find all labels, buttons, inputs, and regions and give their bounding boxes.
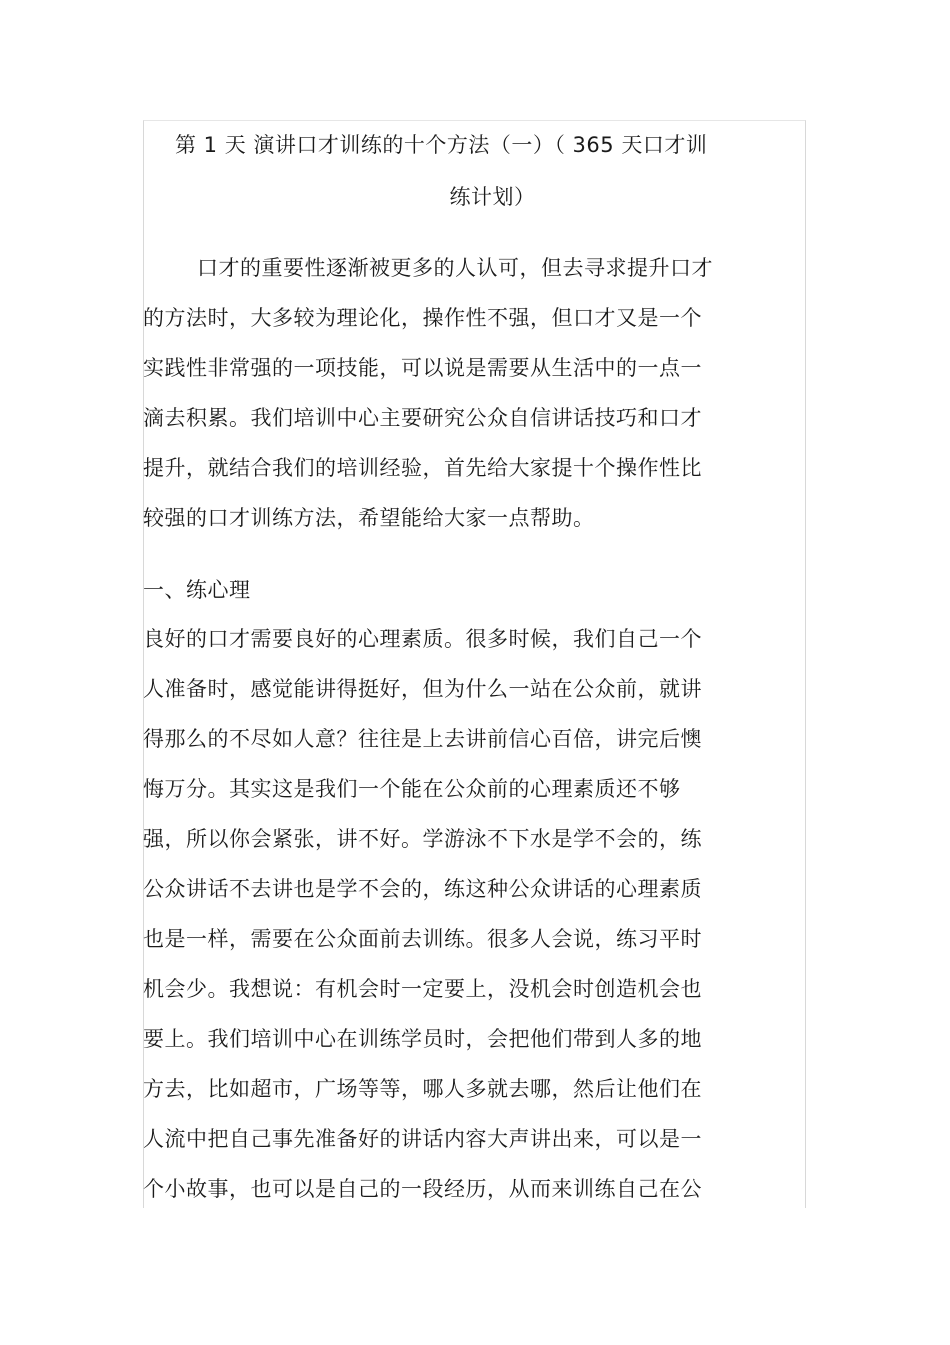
- paragraph-line: 提升，就结合我们的培训经验，首先给大家提十个操作性比: [143, 456, 702, 480]
- paragraph-line: 方去，比如超市，广场等等，哪人多就去哪，然后让他们在: [143, 1077, 702, 1101]
- paragraph-line: 的方法时，大多较为理论化，操作性不强，但口才又是一个: [143, 306, 702, 330]
- paragraph-line: 得那么的不尽如人意？往往是上去讲前信心百倍，讲完后懊: [143, 727, 702, 751]
- paragraph-line: 滴去积累。我们培训中心主要研究公众自信讲话技巧和口才: [143, 406, 702, 430]
- paragraph-line: 机会少。我想说：有机会时一定要上，没机会时创造机会也: [143, 977, 702, 1001]
- section-paragraph: [143, 614, 763, 1214]
- paragraph-line: 要上。我们培训中心在训练学员时，会把他们带到人多的地: [143, 1027, 702, 1051]
- paragraph-line: 良好的口才需要良好的心理素质。很多时候，我们自己一个: [143, 627, 702, 651]
- paragraph-line: 较强的口才训练方法，希望能给大家一点帮助。: [143, 506, 595, 530]
- paragraph-line: 强，所以你会紧张，讲不好。学游泳不下水是学不会的，练: [143, 827, 702, 851]
- section-heading: 一、练心理: [143, 578, 251, 602]
- paragraph-line: 公众讲话不去讲也是学不会的，练这种公众讲话的心理素质: [143, 877, 702, 901]
- paragraph-line: 实践性非常强的一项技能，可以说是需要从生活中的一点一: [143, 356, 702, 380]
- intro-paragraph: [143, 243, 763, 543]
- document-title-line-1: 第 1 天 演讲口才训练的十个方法（一）（ 365 天口才训: [175, 133, 708, 157]
- paragraph-line: 口才的重要性逐渐被更多的人认可，但去寻求提升口才: [197, 256, 713, 280]
- paragraph-line: 也是一样，需要在公众面前去训练。很多人会说，练习平时: [143, 927, 702, 951]
- paragraph-line: 人流中把自己事先准备好的讲话内容大声讲出来，可以是一: [143, 1127, 702, 1151]
- paragraph-line: 人准备时，感觉能讲得挺好，但为什么一站在公众前，就讲: [143, 677, 702, 701]
- document-title-line-2: 练计划）: [449, 185, 536, 209]
- paragraph-line: 悔万分。其实这是我们一个能在公众前的心理素质还不够: [143, 777, 681, 801]
- paragraph-line: 个小故事，也可以是自己的一段经历，从而来训练自己在公: [143, 1177, 702, 1201]
